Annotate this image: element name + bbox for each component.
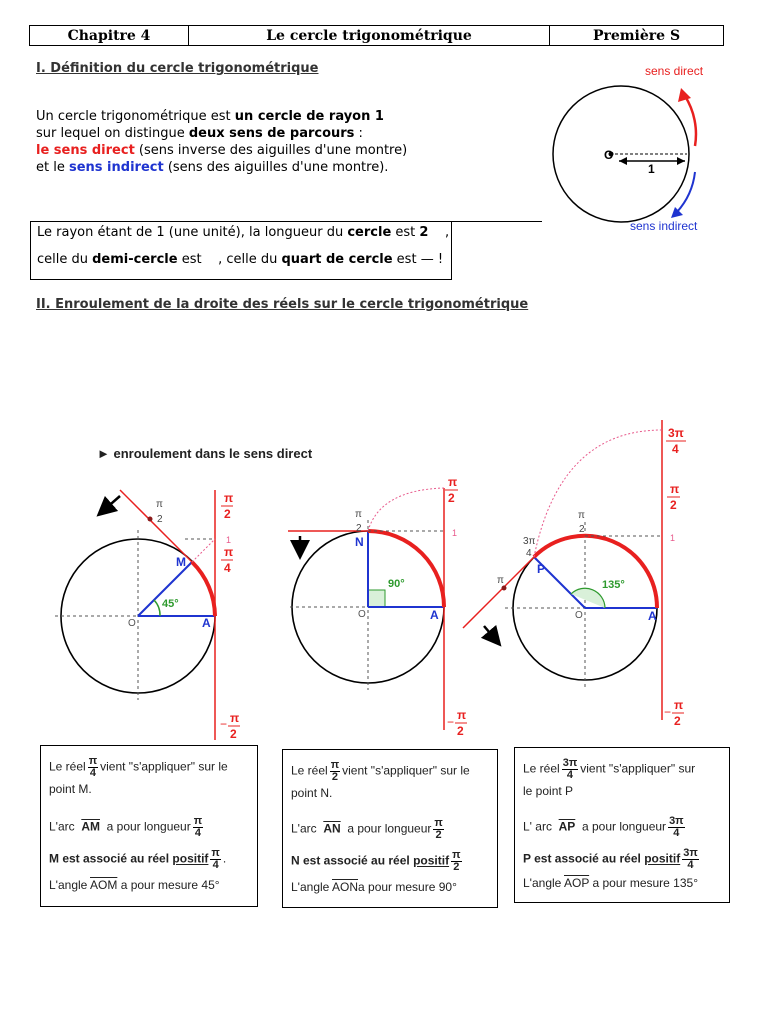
figure-pi-over-4 [55, 490, 240, 741]
fraction [682, 848, 699, 871]
right-angle-mark [368, 590, 385, 607]
label-2: 2 [674, 714, 681, 728]
point-A-label: A [202, 616, 211, 630]
length-text: est [391, 225, 420, 240]
box-text: L'angle [291, 880, 330, 894]
frac-den: 4 [687, 859, 694, 871]
label-pi-num: π [355, 509, 362, 520]
point-M-label: M [176, 555, 186, 569]
box-text: le point P [523, 784, 574, 798]
box-text: vient "s'appliquer" sur le [342, 763, 470, 778]
sens-indirect-label: sens indirect [630, 219, 698, 233]
frac-num: 3π [562, 757, 578, 769]
label-3pi: 3π [668, 426, 684, 440]
box-text: point N. [291, 786, 333, 800]
length-text: , [440, 225, 450, 240]
box-text: . [222, 851, 227, 866]
explanation-box-N [282, 749, 498, 908]
arc-AM [192, 562, 215, 616]
frac-den: 4 [673, 827, 680, 839]
label-1: 1 [226, 535, 232, 545]
frac-num: π [452, 849, 461, 861]
class-level: Première S [592, 27, 681, 44]
figure-3pi-over-4 [463, 420, 686, 728]
frac-den: 4 [194, 827, 201, 839]
label-1: 1 [452, 528, 458, 538]
box-text: a pour longueur [347, 821, 432, 836]
chapter-number: Chapitre 4 [30, 26, 189, 45]
label-minus: − [220, 717, 228, 731]
angle-label: $\overline{AOM}$ [90, 878, 118, 892]
point-N-label: N [355, 535, 364, 549]
wrapped-line-3 [463, 557, 534, 628]
length-line-1 [37, 225, 449, 240]
label-pi-num: π [156, 499, 163, 510]
box-text: a pour mesure 135° [592, 876, 698, 890]
explanation-box-M [40, 745, 258, 907]
label-pi-num: π [224, 545, 234, 559]
angle-45-label: 45° [162, 598, 179, 610]
point-A-label: A [430, 608, 439, 622]
label-2: 2 [230, 727, 237, 741]
box-text: vient "s'appliquer" sur le [100, 759, 228, 774]
angle-45-arc [154, 600, 160, 616]
label-pi-num: π [578, 510, 585, 521]
box-text: L'arc [291, 821, 317, 836]
label-2: 2 [224, 507, 231, 521]
label-2: 2 [670, 498, 677, 512]
label-4: 4 [224, 561, 231, 575]
box-text: Le réel [523, 761, 560, 776]
point-pi-over-2-1 [148, 517, 153, 522]
label-pi-num: π [670, 482, 680, 496]
sens-indirect-term: sens indirect [68, 160, 164, 175]
frac-den: 2 [331, 771, 338, 783]
box-text: L'angle [49, 878, 88, 892]
length-line-2 [37, 252, 443, 267]
intro-text: et le [36, 160, 69, 175]
fraction [193, 816, 203, 839]
label-pi-num: π [457, 708, 467, 722]
box-text: a pour mesure 45° [120, 878, 220, 892]
fraction [330, 760, 340, 783]
label-1: 1 [670, 533, 676, 543]
direction-arrow-3 [484, 626, 495, 639]
angle-135-label: 135° [602, 579, 625, 591]
origin-label: O [358, 609, 366, 620]
length-text: celle du [37, 252, 93, 267]
frac-num: 3π [669, 815, 684, 827]
box-text: point M. [49, 782, 92, 796]
fraction [210, 848, 220, 871]
box-text: vient "s'appliquer" sur [580, 761, 696, 776]
frac-num: 3π [683, 847, 698, 859]
length-text: , celle du [218, 252, 282, 267]
frac-den: 4 [89, 767, 96, 779]
frac-den: 2 [453, 861, 460, 873]
indirect-arrowhead [671, 207, 683, 218]
origin-label: O [575, 610, 583, 621]
intro-bold: un cercle de rayon 1 [234, 109, 384, 124]
frac-num: π [330, 759, 340, 771]
section-1-title: I. Définition du cercle trigonométrique [36, 61, 319, 76]
box-text: a pour mesure 90° [358, 880, 457, 894]
box-bold: N est associé au réel [291, 853, 410, 868]
length-text: est [177, 252, 206, 267]
box-text: L'arc [49, 819, 75, 834]
label-pi-num: π [448, 475, 458, 489]
label-3pi: 3π [523, 536, 536, 547]
label-4: 4 [526, 548, 532, 559]
label-minus: − [664, 705, 672, 719]
sens-direct-label: sens direct [645, 64, 704, 78]
angle-label: $\overline{AON}$ [332, 880, 359, 894]
label-pi: π [497, 575, 504, 586]
length-box [30, 221, 452, 280]
radius-arrowhead-left [619, 157, 627, 165]
figure-pi-over-2 [288, 475, 467, 738]
box-bold: positif [413, 853, 450, 868]
length-bold: demi-cercle [92, 252, 178, 267]
box-text: a pour longueur [106, 819, 191, 834]
angle-label: $\overline{AOP}$ [564, 876, 590, 890]
length-text: — ! [420, 252, 444, 267]
fraction [88, 756, 98, 779]
arc-label: $\overline{AN}$ [323, 821, 341, 836]
sens-direct-term: le sens direct [36, 143, 135, 158]
frac-num: π [193, 815, 203, 827]
label-pi-num: π [230, 711, 240, 725]
box-text: L' arc [523, 819, 552, 834]
label-pi-num: π [674, 698, 684, 712]
arc-label: $\overline{AM}$ [81, 819, 100, 834]
length-text: Le rayon étant de 1 (une unité), la longueur du [37, 225, 348, 240]
label-2: 2 [457, 724, 464, 738]
label-minus: − [447, 715, 455, 729]
frac-num: π [434, 817, 443, 829]
intro-colon: : [354, 126, 363, 141]
length-value: 2 [419, 225, 429, 240]
point-A-label: A [648, 609, 657, 623]
explanation-box-P [514, 747, 730, 903]
angle-90-label: 90° [388, 578, 405, 590]
figure-caption: ► enroulement dans le sens direct [97, 446, 313, 461]
box-text: Le réel [291, 763, 328, 778]
arc-label: $\overline{AP}$ [558, 819, 576, 834]
box-text: Le réel [49, 759, 86, 774]
box-text: L'angle [523, 876, 562, 890]
box-bold: M est associé au réel [49, 851, 170, 866]
chapter-header [29, 25, 724, 46]
direct-arrowhead [678, 88, 691, 102]
intro-text: (sens inverse des aiguilles d'une montre) [134, 143, 408, 158]
origin-label: O [604, 148, 614, 162]
length-text: est [392, 252, 417, 267]
unit-circle-figure [545, 60, 765, 240]
wrapping-figure [0, 410, 768, 750]
label-2: 2 [356, 523, 362, 534]
intro-bold: deux sens de parcours [188, 126, 355, 141]
radius-label: 1 [648, 162, 655, 176]
frac-den: 2 [435, 829, 442, 841]
direction-arrow-1 [104, 496, 120, 510]
fraction [451, 850, 461, 873]
length-bold: quart de cercle [281, 252, 393, 267]
fraction [433, 818, 443, 841]
label-pi-num: π [224, 491, 234, 505]
box-bold: P est associé au réel [523, 851, 641, 866]
point-pi [502, 586, 507, 591]
intro-paragraph [36, 108, 407, 176]
frac-den: 4 [212, 859, 219, 871]
section-2-title: II. Enroulement de la droite des réels sur le cercle trigonométrique [36, 297, 529, 312]
label-2: 2 [157, 514, 163, 525]
radius-arrowhead-right [677, 157, 685, 165]
label-2: 2 [579, 524, 585, 535]
intro-text: (sens des aiguilles d'une montre). [163, 160, 389, 175]
intro-text: sur lequel on distingue [36, 126, 189, 141]
indirect-arrow [677, 172, 695, 212]
box-text: a pour longueur [581, 819, 667, 834]
frac-den: 4 [566, 769, 574, 781]
unwrap-dash-2 [368, 488, 444, 531]
intro-text: Un cercle trigonométrique est [36, 109, 235, 124]
fraction [562, 758, 579, 781]
box-bold: positif [644, 851, 681, 866]
tangent-dash [192, 539, 215, 562]
length-bold: cercle [347, 225, 392, 240]
origin-label: O [128, 618, 136, 629]
chapter-title: Le cercle trigonométrique [189, 26, 550, 45]
point-P-label: P [537, 562, 546, 576]
fraction [668, 816, 685, 839]
label-4: 4 [672, 442, 679, 456]
frac-num: π [88, 755, 98, 767]
frac-num: π [211, 847, 220, 859]
box-bold: positif [172, 851, 209, 866]
label-2: 2 [448, 491, 455, 505]
